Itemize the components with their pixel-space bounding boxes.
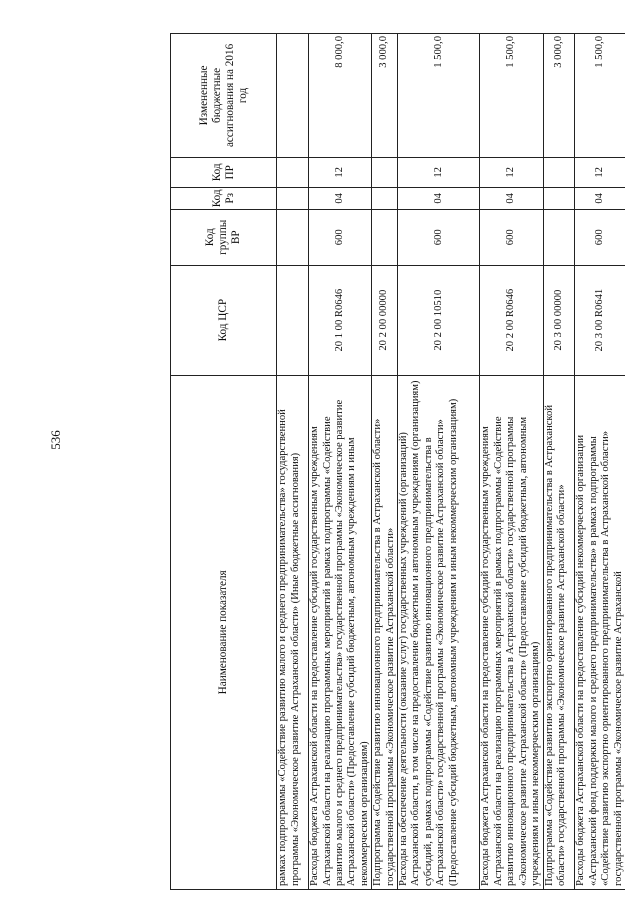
table-row — [398, 33, 481, 889]
row-pr-code — [544, 157, 575, 187]
row-name: Расходы бюджета Астраханской области на предоставление субсидий государственным учреждениям Астраханской области на реализацию программных мероприятий в рамках подпрограммы «Содействие развитию инновационного предпринимательства в Астраханской области» государственной программы «Экономическое развитие Астраханской области» (Предоставление субсидий бюджетным, автономным учреждениям и иным некоммерческим организациям) — [480, 375, 542, 889]
row-pr-code: 12 — [309, 157, 371, 187]
row-vr-code: 600 — [575, 209, 625, 265]
row-csr-code: 20 3 00 R0641 — [575, 265, 625, 375]
row-rz-code: 04 — [480, 187, 542, 209]
row-amount: 1 500,0 — [575, 33, 625, 157]
table-row — [575, 33, 625, 889]
row-vr-code: 600 — [309, 209, 371, 265]
row-amount — [277, 33, 308, 157]
row-name: Расходы на обеспечение деятельности (оказание услуг) государственных учреждений (организаций) Астраханской области, в том числе на предоставление бюджетным и автономным учреждениям (организациям) субсидий, в рамках подпрограммы «Содействие развитию инновационного предпринимательства в Астраханской области» государственной программы «Экономическое развитие Астраханской области» (Предоставление субсидий бюджетным, автономным учреждениям и иным некоммерческим организациям) — [398, 375, 480, 889]
row-pr-code: 12 — [398, 157, 480, 187]
row-name: Подпрограмма «Содействие развитию экспортно ориентированного предпринимательства в Астраханской области» государственной программы «Экономическое развитие Астраханской области» — [544, 375, 575, 889]
row-amount: 8 000,0 — [309, 33, 371, 157]
row-vr-code: 600 — [480, 209, 542, 265]
header-rz-code: Код Рз — [171, 187, 276, 209]
row-csr-code: 20 2 00 00000 — [372, 265, 397, 375]
row-csr-code: 20 2 00 10510 — [398, 265, 480, 375]
row-amount: 1 500,0 — [398, 33, 480, 157]
row-amount: 3 000,0 — [544, 33, 575, 157]
row-amount: 1 500,0 — [480, 33, 542, 157]
row-pr-code — [277, 157, 308, 187]
table-row — [309, 33, 372, 889]
row-rz-code — [277, 187, 308, 209]
row-csr-code — [277, 265, 308, 375]
header-amount: Измененные бюджетные ассигнования на 2016 год — [171, 33, 276, 157]
budget-table-page — [170, 33, 625, 890]
row-rz-code: 04 — [309, 187, 371, 209]
row-name: Подпрограмма «Содействие развитию инновационного предпринимательства в Астраханской области» государственной программы «Экономическое развитие Астраханской области» — [372, 375, 397, 889]
row-name: Расходы бюджета Астраханской области на предоставление субсидий государственным учреждениям Астраханской области на реализацию программных мероприятий в рамках подпрограммы «Содействие развитию малого и среднего предпринимательства» государственной программы «Экономическое развитие Астраханской области» (Предоставление субсидий бюджетным, автономным учреждениям и иным некоммерческим организациям) — [309, 375, 371, 889]
row-csr-code: 20 1 00 R0646 — [309, 265, 371, 375]
table-row — [372, 33, 398, 889]
row-name: Расходы бюджета Астраханской области на предоставление субсидий некоммерческой организации «Астраханский фонд поддержки малого и среднего предпринимательства» в рамках подпрограммы «Содействие развитию экспортно ориентированного предпринимательства в Астраханской области» государственной программы «Экономическое развитие Астраханской — [575, 375, 625, 889]
row-amount: 3 000,0 — [372, 33, 397, 157]
row-vr-code — [372, 209, 397, 265]
header-csr-code: Код ЦСР — [171, 265, 276, 375]
row-rz-code — [372, 187, 397, 209]
table-row — [277, 33, 309, 889]
row-rz-code — [544, 187, 575, 209]
row-vr-code — [277, 209, 308, 265]
row-csr-code: 20 2 00 R0646 — [480, 265, 542, 375]
table-row — [480, 33, 543, 889]
table-row — [544, 33, 576, 889]
row-csr-code: 20 3 00 00000 — [544, 265, 575, 375]
header-name: Наименование показателя — [171, 375, 276, 889]
row-vr-code — [544, 209, 575, 265]
table-header-row — [171, 33, 277, 889]
row-vr-code: 600 — [398, 209, 480, 265]
row-name: рамках подпрограммы «Содействие развитию малого и среднего предпринимательства» государственной программы «Экономическое развитие Астраханской области» (Иные бюджетные ассигнования) — [277, 375, 308, 889]
row-pr-code: 12 — [575, 157, 625, 187]
page-number: 536 — [48, 430, 63, 450]
row-rz-code: 04 — [398, 187, 480, 209]
row-rz-code: 04 — [575, 187, 625, 209]
budget-table — [170, 33, 625, 890]
row-pr-code — [372, 157, 397, 187]
header-vr-code: Код группы ВР — [171, 209, 276, 265]
row-pr-code: 12 — [480, 157, 542, 187]
header-pr-code: Код ПР — [171, 157, 276, 187]
